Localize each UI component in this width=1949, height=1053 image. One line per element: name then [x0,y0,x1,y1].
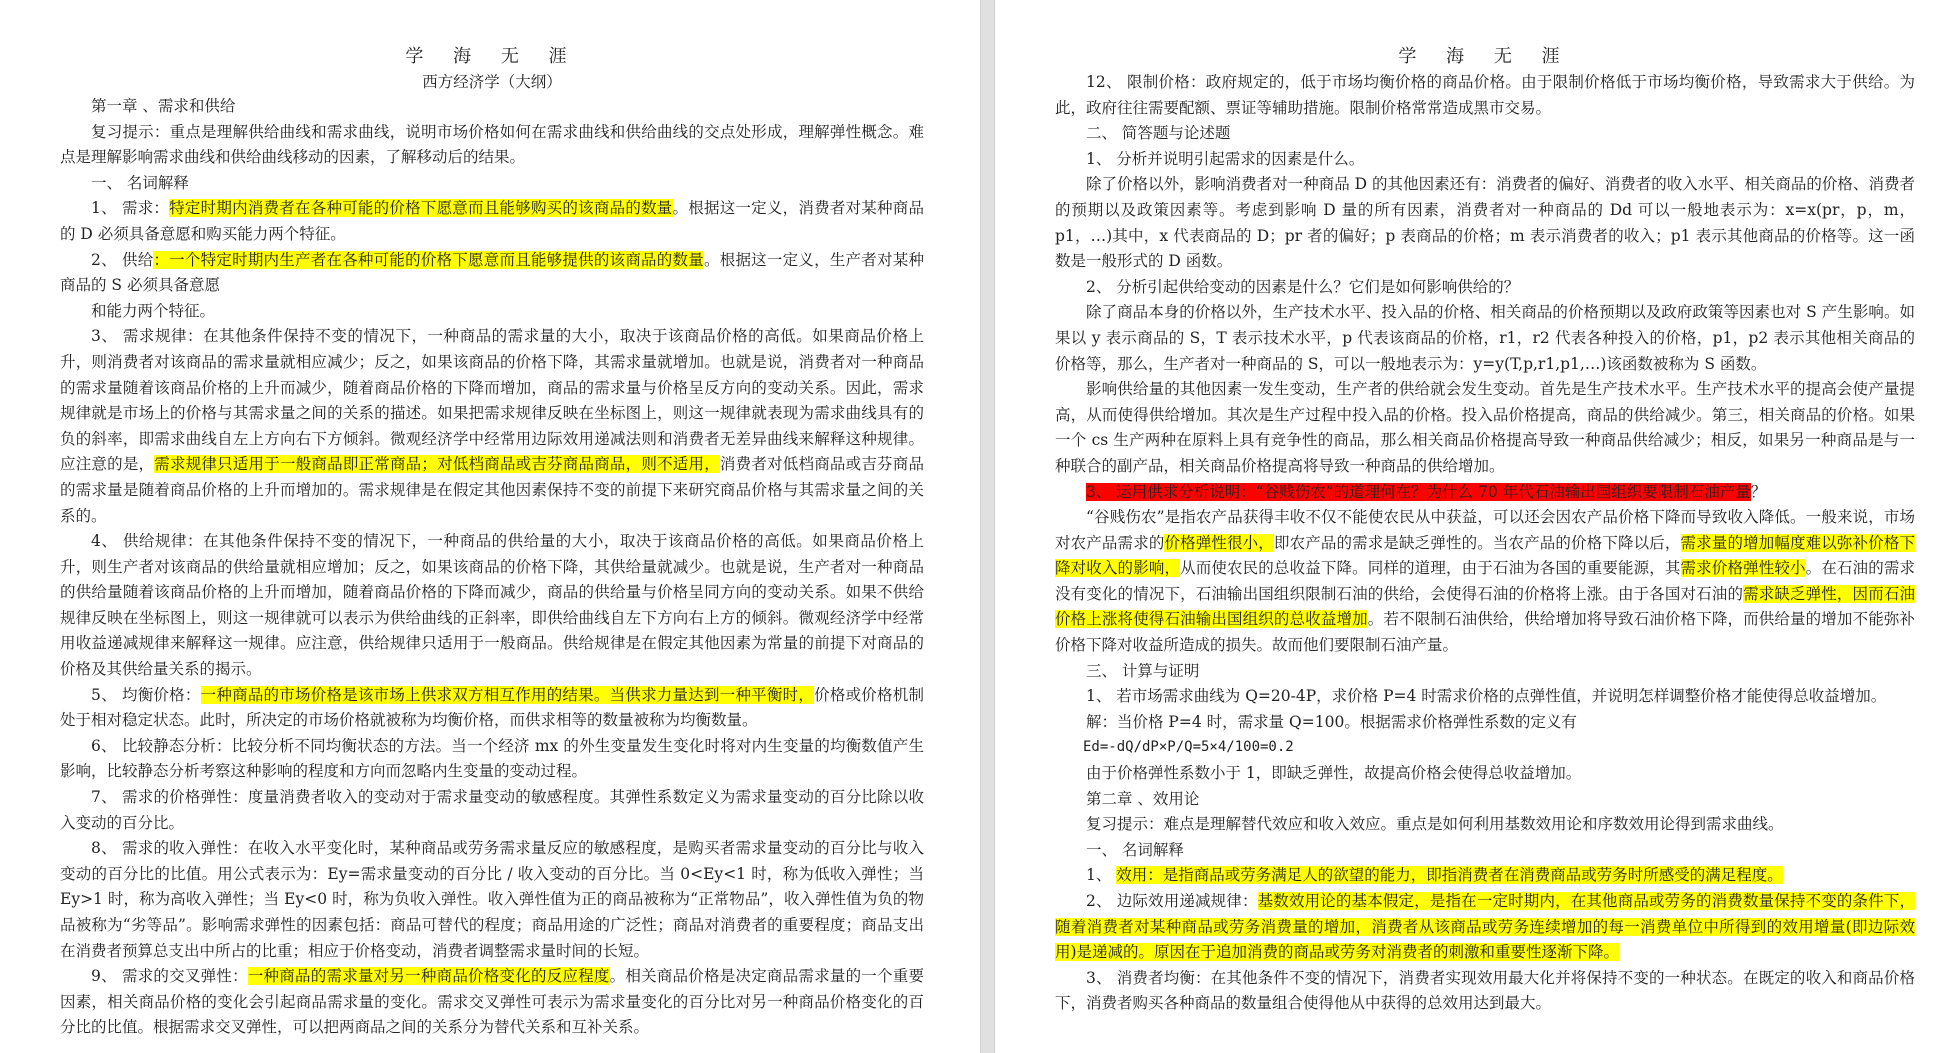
question-1: 1、 分析并说明引起需求的因素是什么。 [1086,149,1365,168]
text: 9、 需求的交叉弹性： [91,967,248,986]
highlighted-text: 基数效用论的基本假定，是指在一定时期内，在其他商品或劳务的消费数量保持不变的条件下，随着消费者对某种商品或劳务消费量的增加，消费者从该商品或劳务连续增加的每一消费单位中所得到的效用增量(即边际效用)是递减的。原因在于追加消费的商品或劳务对消费者的刺激和重要性逐渐下降。 [1055,892,1915,962]
text: 。根据这一定义，消费者对某种商品的 D 必须具备意愿和购买能力两个特征。 [60,199,924,243]
highlighted-text: 需求量的增加幅度难以弥补价格下降对收入的影响， [1055,533,1915,578]
text: 。在石油的需求没有变化的情况下，石油输出国组织限制石油的供给，会使得石油的价格将上涨。由于各国对石油的 [1055,559,1915,603]
highlighted-text: 需求缺乏弹性，因而石油价格上涨将使得石油输出国组织的总收益增加 [1055,584,1915,629]
section-heading: 三、 计算与证明 [1086,661,1200,680]
question-3 [1055,480,1915,506]
red-highlighted-text: 3、 运用供求分析说明：“谷贱伤农”的道理何在？为什么 70 年代石油输出国组织要限制石油产量 [1086,482,1751,501]
chapter-heading: 第一章 、需求和供给 [91,97,236,115]
text: 消费者对低档商品或吉芬商品的需求量是随着商品价格的上升而增加的。需求规律是在假定其他因素保持不变的前提下来研究商品价格与其需求量之间的关系的。 [60,455,924,525]
paragraph-cross-elasticity [60,964,924,1041]
paragraph-supply [60,248,924,299]
section-heading: 二、 简答题与论述题 [1086,124,1231,143]
highlighted-text: 效用：是指商品或劳务满足人的欲望的能力，即指消费者在消费商品或劳务时所感受的满足程度。 [1116,866,1783,885]
highlighted-text: 需求价格弹性较小 [1680,559,1806,578]
calc-question-1: 1、 若市场需求曲线为 Q=20-4P，求价格 P=4 时需求价格的点弹性值，并说明怎样调整价格才能使得总收益增加。 [1086,687,1887,706]
paragraph-price-elasticity: 7、 需求的价格弹性：度量消费者收入的变动对于需求量变动的敏感程度。其弹性系数定义为需求量变动的百分比除以收入变动的百分比。 [60,788,924,832]
answer-1: 除了价格以外，影响消费者对一种商品 D 的其他因素还有：消费者的偏好、消费者的收入水平、相关商品的价格、消费者的预期以及政策因素等。考虑到影响 D 量的所有因素，消费者对一种商品的 Dd 可以一般地表示为：x=x(pr，p，m，p1，…)其中，x 代表商品的 D；pr 者的偏好；p 表商品的价格；m 表示消费者的收入；p1 表示其他商品的价格等。这一函数是一般形式的 D 函数。 [1055,175,1915,271]
document-page-right [995,0,1949,1053]
page-header: 学 海 无 涯 [1398,46,1572,67]
definition-consumer-equilibrium: 3、 消费者均衡：在其他条件不变的情况下，消费者实现效用最大化并将保持不变的一种状态。在既定的收入和商品价格下，消费者购买各种商品的数量组合使得他从中获得的总效用达到最大。 [1055,968,1915,1013]
document-title: 西方经济学（大纲） [422,73,562,91]
highlighted-text: 需求规律只适用于一般商品即正常商品；对低档商品或吉芬商品商品，则不适用， [154,455,720,474]
text: 即农产品的需求是缺乏弹性的。当农产品的价格下降以后， [1273,533,1681,552]
text: 从而使农民的总收益下降。同样的道理，由于石油为各国的重要能源，其 [1180,559,1681,578]
calc-solution: 解：当价格 P=4 时，需求量 Q=100。根据需求价格弹性系数的定义有 [1086,712,1577,731]
question-2: 2、 分析引起供给变动的因素是什么？它们是如何影响供给的？ [1086,277,1520,296]
text: ？ [1750,482,1767,501]
paragraph-supply-cont: 和能力两个特征。 [91,301,216,320]
calc-equation: Ed=-dQ/dP×P/Q=5×4/100=0.2 [1083,739,1294,756]
answer-2-cont: 影响供给量的其他因素一发生变动，生产者的供给就会发生变动。首先是生产技术水平。生产技术水平的提高会使产量提高，从而使得供给增加。其次是生产过程中投入品的价格。投入品价格提高，商品的供给减少。第三，相关商品的价格。如果一个 cs 生产两种在原料上具有竞争性的商品，那么相关商品价格提高导致一种商品供给减少；相反，如果另一种商品是与一种联合的副产品，相关商品价格提高将导致一种商品的供给增加。 [1055,380,1915,475]
review-note: 复习提示：难点是理解替代效应和收入效应。重点是如何利用基数效用论和序数效用论得到需求曲线。 [1086,815,1784,834]
highlighted-text: 一种商品的市场价格是该市场上供求双方相互作用的结果。当供求力量达到一种平衡时， [200,685,815,704]
paragraph-demand-law [60,324,924,529]
section-heading: 一、 名词解释 [91,173,189,192]
calc-conclusion: 由于价格弹性系数小于 1，即缺乏弹性，故提高价格会使得总收益增加。 [1086,764,1582,783]
highlighted-text: 一种商品的需求量对另一种商品价格变化的反应程度 [247,967,610,986]
definition-diminishing-marginal-utility [1055,889,1915,966]
text: 。根据这一定义，生产者对某种商品的 S 必须具备意愿 [60,250,924,295]
paragraph-supply-law: 4、 供给规律：在其他条件保持不变的情况下，一种商品的供给量的大小，取决于该商品价格的高低。如果商品价格上升，则生产者对该商品的供给量就相应增加；反之，如果该商品的价格下降，其供给量就减少。也就是说，生产者对一种商品的供给量随着该商品价格的上升而增加，随着商品价格的下降而减少，商品的供给量与价格呈同方向的变动关系。如果不供给规律反映在坐标图上，则这一规律就可以表示为供给曲线的正斜率，即供给曲线自左下方向右上方的倾斜。微观经济学中经常用收益递减规律来解释这一规律。应注意，供给规律只适用于一般商品。供给规律是在假定其他因素为常量的前提下对商品的价格及其供给量关系的揭示。 [60,532,924,679]
answer-3 [1055,505,1915,659]
review-note: 复习提示：重点是理解供给曲线和需求曲线，说明市场价格如何在需求曲线和供给曲线的交点处形成，理解弹性概念。难点是理解影响需求曲线和供给曲线移动的因素，了解移动后的结果。 [60,122,924,167]
definition-utility [1055,863,1915,889]
text: 3、 需求规律：在其他条件保持不变的情况下，一种商品的需求量的大小，取决于该商品价格的高低。如果商品价格上升，则消费者对该商品的需求量就相应减少；反之，如果该商品的价格下降，其需求量就增加。也就是说，消费者对一种商品的需求量随着该商品价格的上升而减少，随着商品价格的下降而增加，商品的需求量与价格呈反方向的变动关系。因此，需求规律就是市场上的价格与其需求量之间的关系的描述。如果把需求规律反映在坐标图上，则这一规律就表现为需求曲线具有的负的斜率，即需求曲线自左上方向右下方倾斜。微观经济学中经常用边际效用递减法则和消费者无差异曲线来解释这种规律。应注意的是， [60,327,924,474]
text: “谷贱伤农”是指农产品获得丰收不仅不能使农民从中获益，可以还会因农产品价格下降而导致收入降低。一般来说，市场对农产品需求的 [1055,508,1915,552]
text: 1、 [1086,866,1117,885]
text: 1、 需求： [91,199,170,218]
chapter-heading: 第二章 、效用论 [1086,789,1200,808]
text: 2、 边际效用递减规律： [1086,892,1258,910]
paragraph-demand [60,196,924,247]
highlighted-text: 价格弹性很小， [1164,533,1274,552]
text: 。若不限制石油供给，供给增加将导致石油价格下降，而供给量的增加不能弥补价格下降对收益所造成的损失。故而他们要限制石油产量。 [1055,610,1915,655]
paragraph-income-elasticity: 8、 需求的收入弹性：在收入水平变化时，某种商品或劳务需求量反应的敏感程度，是购买者需求量变动的百分比与收入变动的百分比的比值。用公式表示为：Ey=需求量变动的百分比 / 收入变动的百分比。当 0<Ey<1 时，称为低收入弹性；当 Ey>1 时，称为高收入弹性；当 Ey<0 时，称为负收入弹性。收入弹性值为正的商品被称为“正常物品”，收入弹性值为负的物品被称为“劣等品”。影响需求弹性的因素包括：商品可替代的程度；商品用途的广泛性；商品对消费者的重要程度；商品支出在消费者预算总支出中所占的比重；相应于价格变动，消费者调整需求量时间的长短。 [60,839,924,960]
text: 。相关商品价格是决定商品需求量的一个重要因素，相关商品价格的变化会引起商品需求量的变化。需求交叉弹性可表示为需求量变化的百分比对另一种商品价格变化的百分比的比值。根据需求交叉弹性，可以把两商品之间的关系分为替代关系和互补关系。 [60,967,924,1037]
paragraph-comparative-statics: 6、 比较静态分析：比较分析不同均衡状态的方法。当一个经济 mx 的外生变量发生变化时将对内生变量的均衡数值产生影响，比较静态分析考察这种影响的程度和方向而忽略内生变量的变动过程。 [60,736,924,781]
text: 5、 均衡价格： [91,685,201,704]
page-header: 学 海 无 涯 [405,46,579,67]
paragraph-equilibrium-price [60,683,924,734]
text: 2、 供给 [91,250,154,269]
highlighted-text: ：一个特定时期内生产者在各种可能的价格下愿意而且能够提供的该商品的数量 [153,250,704,269]
paragraph-price-ceiling: 12、 限制价格：政府规定的，低于市场均衡价格的商品价格。由于限制价格低于市场均衡价格，导致需求大于供给。为此，政府往往需要配额、票证等辅助措施。限制价格常常造成黑市交易。 [1055,73,1915,117]
page-divider [980,0,995,1053]
answer-2: 除了商品本身的价格以外，生产技术水平、投入品的价格、相关商品的价格预期以及政府政策等因素也对 S 产生影响。如果以 y 表示商品的 S，T 表示技术水平，p 代表该商品的价格，r1，r2 代表各种投入的价格，p1，p2 表示其他相关商品的价格等，那么，生产者对一种商品的 S，可以一般地表示为：y=y(T,p,r1,p1,…)该函数被称为 S 函数。 [1055,303,1915,373]
text: 价格或价格机制处于相对稳定状态。此时，所决定的市场价格就被称为均衡价格，而供求相等的数量被称为均衡数量。 [60,685,924,730]
highlighted-text: 特定时期内消费者在各种可能的价格下愿意而且能够购买的该商品的数量 [169,199,673,218]
section-heading: 一、 名词解释 [1086,840,1184,859]
